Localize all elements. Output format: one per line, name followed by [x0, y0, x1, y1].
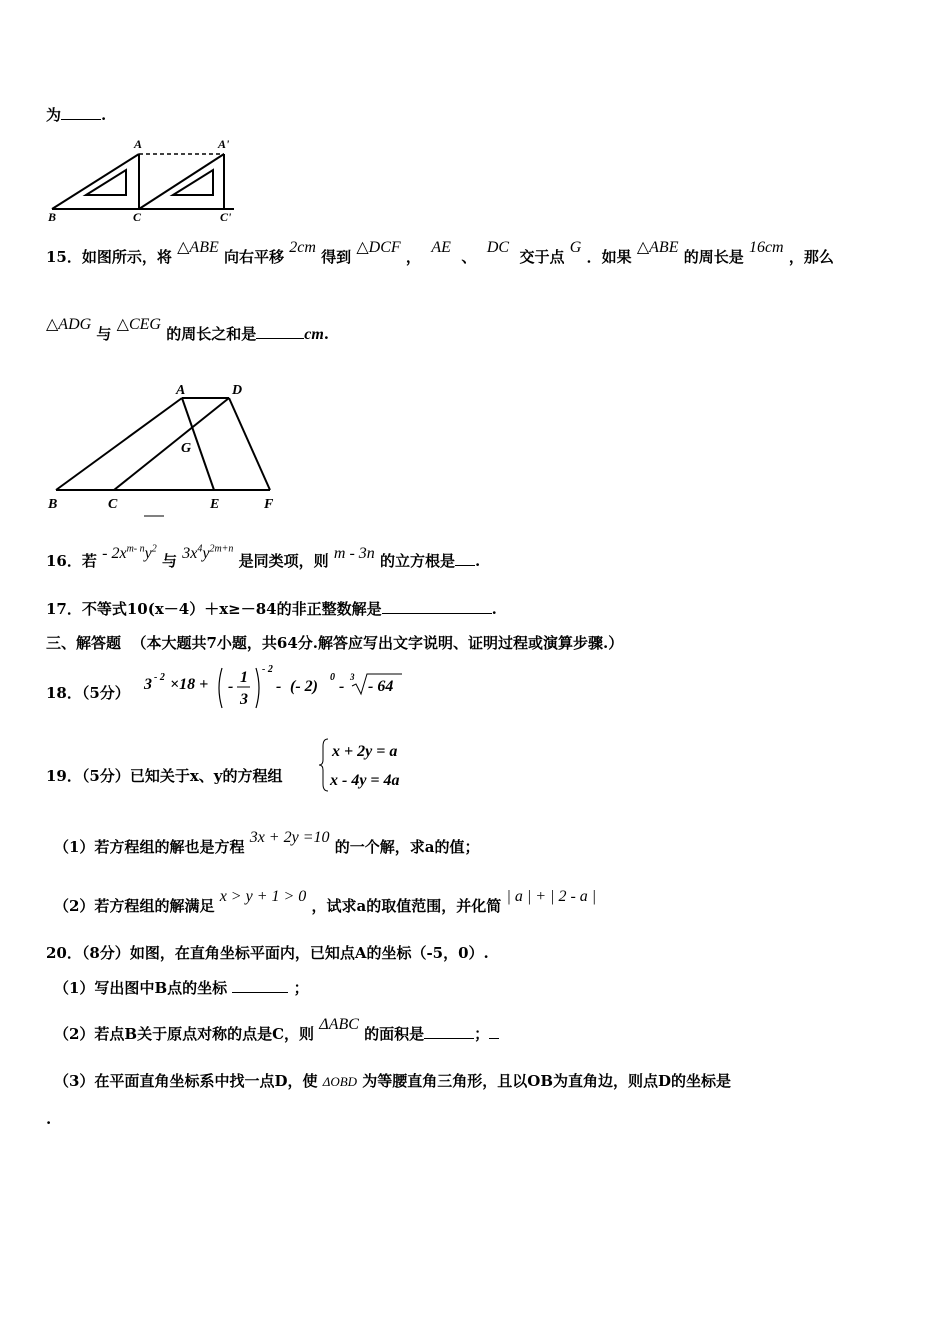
fig15-label-B: B	[48, 497, 58, 512]
svg-text:- 2: - 2	[262, 664, 273, 675]
svg-text:-: -	[228, 678, 234, 695]
q18-expression	[140, 660, 410, 716]
q18-label: 18．（5分）	[46, 684, 130, 702]
svg-text:1: 1	[240, 669, 248, 686]
q17: 17．不等式10(x－4）＋x≥－84的非正整数解是 .	[46, 600, 497, 618]
fig14-label-A: A	[134, 137, 143, 151]
fig15-label-A: A	[176, 383, 186, 398]
q19-label: 19．（5分）已知关于x、y的方程组	[46, 767, 283, 785]
svg-text:×18 +: ×18 +	[170, 676, 209, 693]
q19-part1: （1）若方程组的解也是方程 3x + 2y =10 的一个解，求a的值；	[54, 829, 480, 856]
svg-text:- 2: - 2	[154, 672, 165, 683]
svg-text:x - 4y = 4a: x - 4y = 4a	[330, 772, 400, 789]
fig14-label-C: C	[133, 210, 142, 224]
fig14-label-A-prime: A'	[218, 137, 230, 151]
svg-text:-: -	[276, 678, 282, 695]
q20-stem: 20．（8分）如图，在直角坐标平面内，已知点A的坐标（-5，0）.	[46, 944, 489, 962]
q20-part1: （1）写出图中B点的坐标 ；	[54, 979, 309, 997]
q20-part2: （2）若点B关于原点对称的点是C，则 ΔABC 的面积是 ；	[54, 1023, 499, 1044]
fig15-label-D: D	[232, 383, 243, 398]
q16: 16．若 - $2x^{m- n}y^2$ 与 $3x^4y^{2m+n}$ 是同类项，则 m - 3n 的立方根是 .	[46, 543, 481, 570]
q14-tail: 为 .	[46, 106, 107, 124]
svg-text:0: 0	[330, 672, 335, 683]
fig14-label-B: B	[48, 210, 57, 224]
q20-part3: （3）在平面直角坐标系中找一点D，使 ΔOBD 为等腰直角三角形，且以OB为直角边，则点D的坐标是	[54, 1072, 732, 1090]
fig15-label-F: F	[264, 497, 274, 512]
trapezoid-figure-15	[44, 378, 284, 523]
svg-text:3: 3	[144, 676, 152, 693]
q15-line1: 15．如图所示，将 △ABE 向右平移 2cm 得到 △DCF ， AE 、 DC 交于点 G ．如果 △ABE 的周长是 16cm ，那么	[46, 239, 834, 266]
section-3-header: 三、解答题 （本大题共7小题，共64分.解答应写出文字说明、证明过程或演算步骤.）	[46, 634, 624, 652]
svg-text:x + 2y = a: x + 2y = a	[332, 743, 398, 760]
fig15-label-G: G	[181, 441, 192, 456]
translation-figure-14	[44, 132, 254, 224]
fig15-label-C: C	[108, 497, 118, 512]
svg-text:3: 3	[240, 691, 248, 708]
q19-part2: （2）若方程组的解满足 x > y + 1 > 0 ，试求a的取值范围，并化简 | a | + | 2 - a |	[54, 888, 597, 915]
fig14-label-C-prime: C'	[220, 210, 232, 224]
svg-text:-: -	[339, 678, 345, 695]
q20-part3-end: .	[46, 1110, 52, 1128]
q15-line2: △ADG 与 △CEG 的周长之和是 cm.	[46, 316, 330, 343]
svg-text:- 64: - 64	[368, 678, 394, 695]
svg-text:3: 3	[350, 672, 355, 682]
q19-equation-system	[318, 736, 438, 794]
fig15-label-E: E	[210, 497, 220, 512]
svg-text:(- 2): (- 2)	[290, 678, 318, 695]
